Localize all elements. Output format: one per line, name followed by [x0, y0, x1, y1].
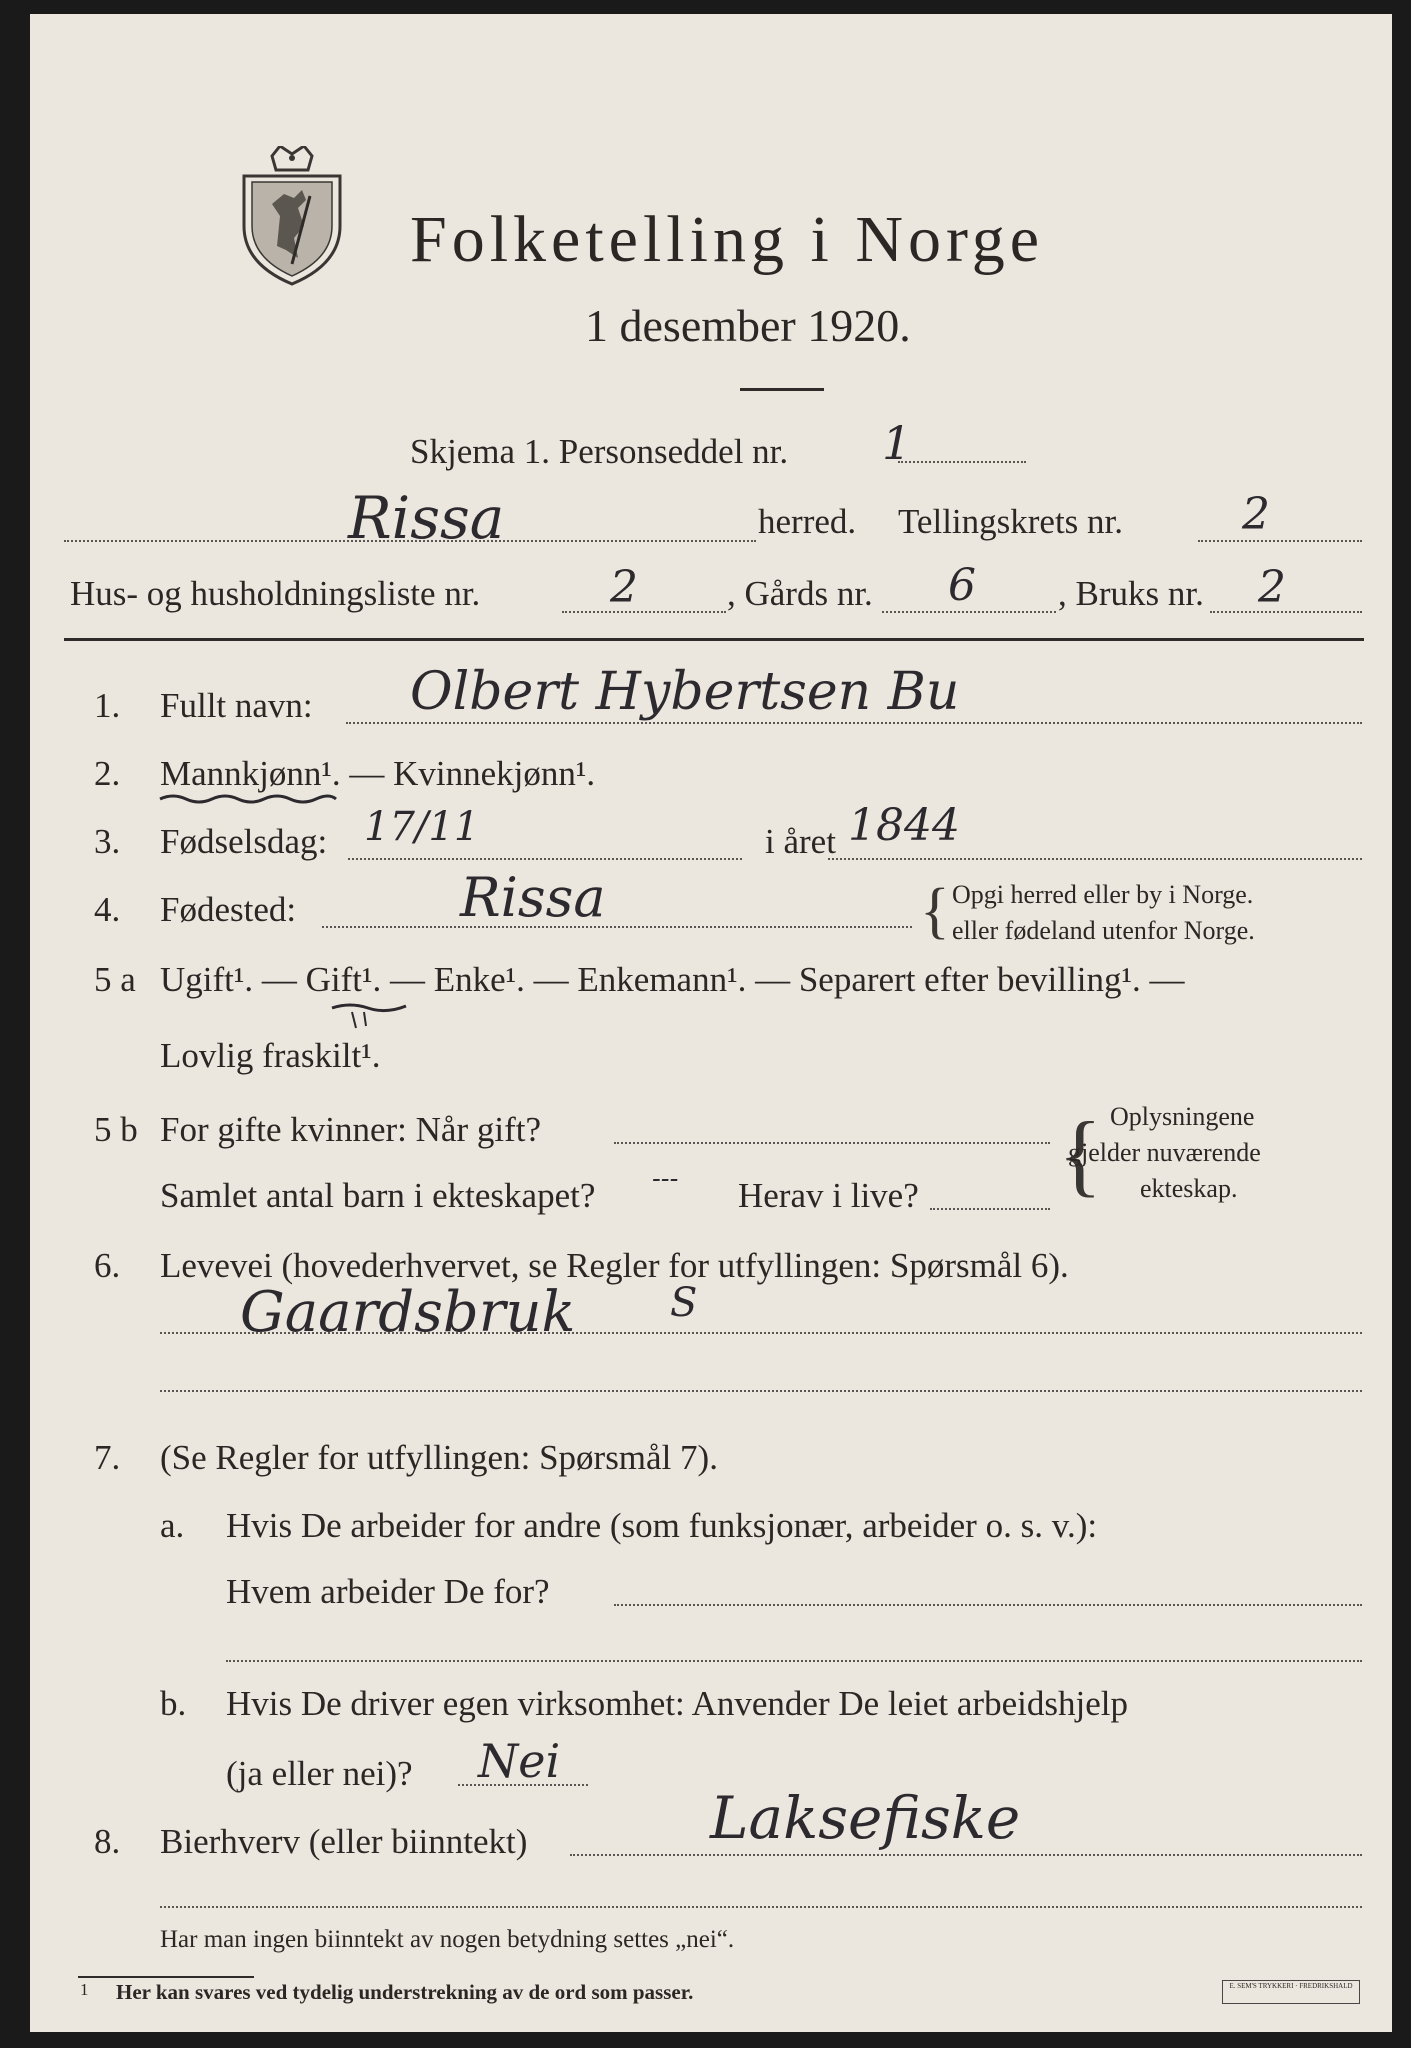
q4-label: Fødested: [160, 890, 297, 929]
household-dotline [562, 611, 726, 613]
gards-value: 6 [948, 560, 976, 611]
q3-year-value: 1844 [848, 800, 960, 851]
q6-value: Gaardsbruk [240, 1280, 576, 1345]
q1-value: Olbert Hybertsen Bu [410, 662, 960, 722]
coat-of-arms-icon [232, 146, 352, 286]
q2-label: Mannkjønn¹. — Kvinnekjønn¹. [160, 754, 596, 793]
q2-underline-mark [158, 792, 338, 806]
bruks-label: , Bruks nr. [1058, 574, 1204, 613]
q1-dotline [346, 722, 1362, 724]
q5b-line-2: Samlet antal barn i ekteskapet? [160, 1176, 596, 1215]
schema-label: Skjema 1. Personseddel nr. [410, 432, 789, 471]
census-form [30, 14, 1392, 2032]
q3-dotline [348, 858, 742, 860]
footnote-text: Her kan svares ved tydelig understrekning av de ord som passer. [116, 1980, 694, 2004]
q1-number: 1. [94, 686, 121, 725]
q5a-line-2: Lovlig fraskilt¹. [160, 1036, 381, 1075]
q5b-note-2: gjelder nuværende [1068, 1138, 1261, 1167]
q7a-dotline-1 [614, 1604, 1362, 1606]
bruks-dotline [1210, 611, 1362, 613]
q7a-line-2: Hvem arbeider De for? [226, 1572, 550, 1611]
q8-number: 8. [94, 1822, 121, 1861]
q1-label: Fullt navn: [160, 686, 313, 725]
header-rule [64, 638, 1364, 641]
q5b-brace: { [1058, 1103, 1103, 1205]
q5b-dotline-2 [930, 1208, 1050, 1210]
schema-number: 1 [882, 416, 912, 470]
q6-dotline-1 [160, 1332, 1362, 1334]
q5b-line-1: For gifte kvinner: Når gift? [160, 1110, 542, 1149]
form-title: Folketelling i Norge [410, 203, 1045, 276]
q4-value: Rissa [460, 866, 606, 929]
household-value: 2 [610, 562, 638, 613]
gards-dotline [882, 611, 1056, 613]
q8-dotline-2 [160, 1906, 1362, 1908]
q7b-number: b. [160, 1684, 187, 1723]
q5a-line-1: Ugift¹. — Gift¹. — Enke¹. — Enkemann¹. — Separert efter bevilling¹. — [160, 960, 1185, 999]
tellingskrets-value: 2 [1242, 489, 1270, 540]
gards-label: , Gårds nr. [727, 574, 873, 613]
q4-note-2: eller fødeland utenfor Norge. [952, 916, 1255, 945]
q6-value-mark: S [670, 1280, 698, 1326]
q5b-line-2b: Herav i live? [738, 1176, 919, 1215]
household-label: Hus- og husholdningsliste nr. [70, 574, 481, 613]
q7b-dotline [458, 1784, 588, 1786]
q7b-line-2: (ja eller nei)? [226, 1754, 413, 1793]
q3-value: 17/11 [364, 804, 480, 850]
herred-label: herred. [758, 502, 857, 541]
q5a-number: 5 a [94, 960, 136, 999]
q6-label: Levevei (hovederhvervet, se Regler for utfyllingen: Spørsmål 6). [160, 1246, 1069, 1285]
district-dotline [64, 540, 756, 542]
q4-brace: { [920, 877, 950, 945]
q8-label: Bierhverv (eller biinntekt) [160, 1822, 528, 1861]
tellingskrets-dotline [1198, 540, 1362, 542]
q7b-value: Nei [478, 1734, 561, 1788]
q5b-note-3: ekteskap. [1140, 1174, 1238, 1203]
q6-number: 6. [94, 1246, 121, 1285]
q5b-dotline-1 [614, 1142, 1050, 1144]
title-divider [740, 388, 824, 391]
q2-number: 2. [94, 754, 121, 793]
footer-note: Har man ingen biinntekt av nogen betydning settes „nei“. [160, 1926, 735, 1953]
footnote-mark: 1 [80, 1980, 89, 1999]
tellingskrets-label: Tellingskrets nr. [898, 502, 1124, 541]
q8-dotline-1 [570, 1854, 1362, 1856]
q3-year-label: i året [765, 822, 836, 861]
q7a-line-1: Hvis De arbeider for andre (som funksjonær, arbeider o. s. v.): [226, 1506, 1098, 1545]
district-name: Rissa [348, 484, 505, 552]
q7a-dotline-2 [226, 1660, 1362, 1662]
q5b-number: 5 b [94, 1110, 138, 1149]
q4-number: 4. [94, 890, 121, 929]
q6-dotline-2 [160, 1390, 1362, 1392]
q5b-note-1: Oplysningene [1110, 1102, 1255, 1131]
q7b-line-1: Hvis De driver egen virksomhet: Anvender De leiet arbeidshjelp [226, 1684, 1128, 1723]
bruks-value: 2 [1258, 562, 1286, 613]
q4-dotline [322, 926, 912, 928]
footnote-rule [78, 1976, 254, 1978]
q8-value: Laksefiske [710, 1784, 1021, 1852]
q4-note-1: Opgi herred eller by i Norge. [952, 880, 1254, 909]
schema-dotline [898, 461, 1026, 463]
q3-label: Fødselsdag: [160, 822, 328, 861]
q7-label: (Se Regler for utfyllingen: Spørsmål 7). [160, 1438, 718, 1477]
census-date: 1 desember 1920. [585, 300, 911, 351]
q5b-line-2-value: --- [652, 1164, 679, 1194]
printer-stamp: E. SEM'S TRYKKERI · FREDRIKSHALD [1222, 1980, 1360, 2004]
q7a-number: a. [160, 1506, 185, 1545]
q7-number: 7. [94, 1438, 121, 1477]
q3-year-dotline [828, 858, 1362, 860]
q5a-underline-mark [330, 1000, 410, 1030]
q3-number: 3. [94, 822, 121, 861]
